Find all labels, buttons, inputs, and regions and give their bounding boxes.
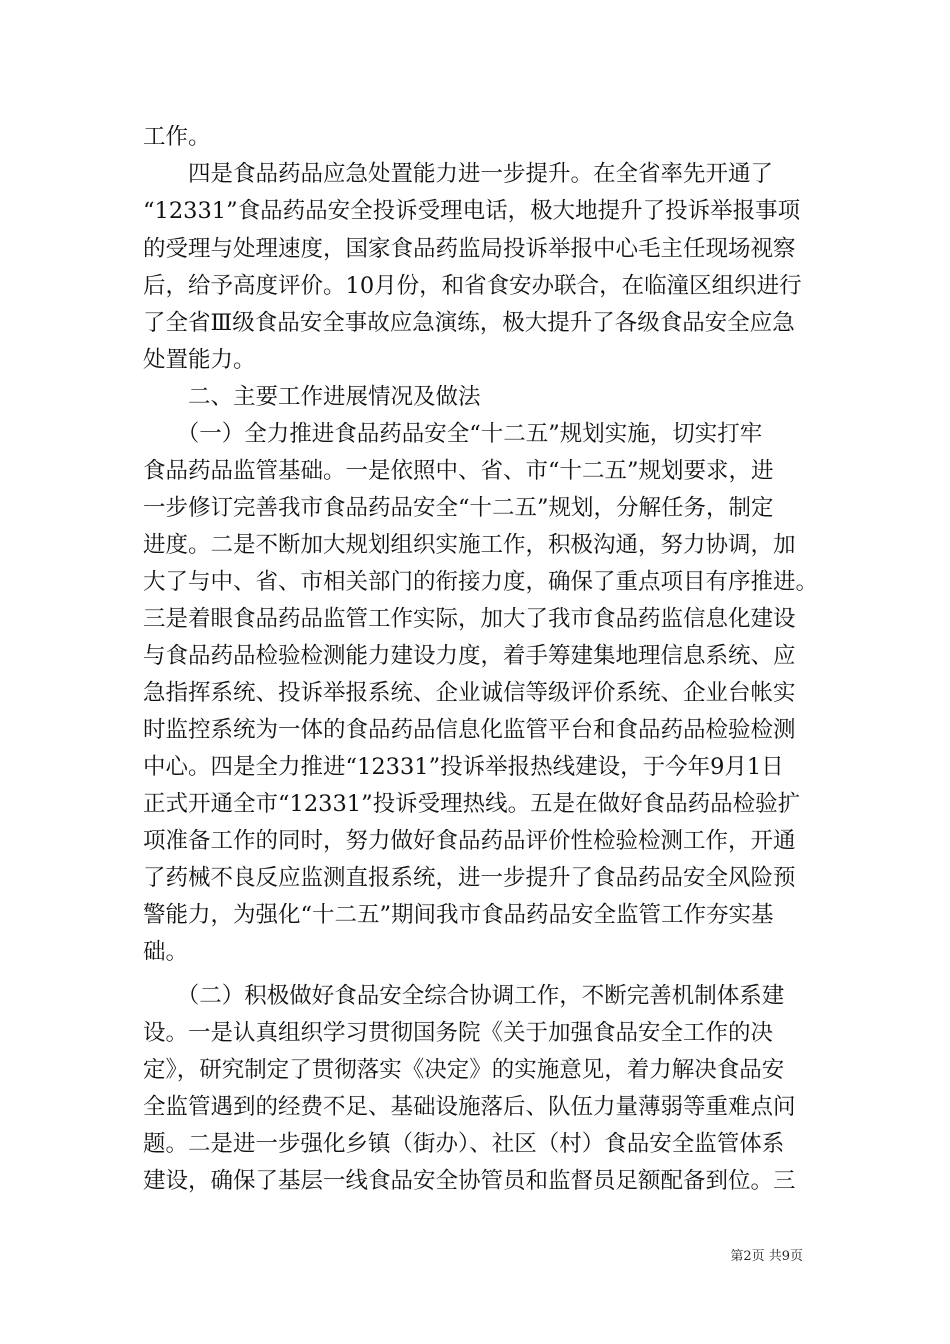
- text-line: （一）全力推进食品药品安全“十二五”规划实施，切实打牢: [143, 421, 763, 447]
- text-line: “12331”食品药品安全投诉受理电话，极大地提升了投诉举报事项: [143, 198, 801, 224]
- text-line: 建设，确保了基层一线食品安全协管员和监督员足额配备到位。三: [143, 1168, 796, 1194]
- text-line: 了全省Ⅲ级食品安全事故应急演练，极大提升了各级食品安全应急: [143, 310, 795, 336]
- text-line: 处置能力。: [143, 347, 256, 373]
- text-line: 时监控系统为一体的食品药品信息化监管平台和食品药品检验检测: [143, 717, 796, 743]
- text-line: 食品药品监管基础。一是依照中、省、市“十二五”规划要求，进: [143, 458, 774, 484]
- text-line: 一步修订完善我市食品药品安全“十二五”规划，分解任务，制定: [143, 495, 774, 521]
- text-line: （二）积极做好食品安全综合协调工作，不断完善机制体系建: [143, 983, 785, 1009]
- page-number-footer: 第2页 共9页: [730, 1249, 803, 1264]
- text-line: 项准备工作的同时，努力做好食品药品评价性检验检测工作，开通: [143, 828, 796, 854]
- text-line: 警能力，为强化“十二五”期间我市食品药品安全监管工作夯实基: [143, 902, 774, 928]
- text-line: 的受理与处理速度，国家食品药监局投诉举报中心毛主任现场视察: [143, 236, 796, 262]
- text-line: 三是着眼食品药品监管工作实际，加大了我市食品药监信息化建设: [143, 606, 796, 632]
- text-line: 中心。四是全力推进“12331”投诉举报热线建设，于今年9月1日: [143, 754, 784, 780]
- text-line: 工作。: [143, 124, 211, 150]
- text-line: 正式开通全市“12331”投诉受理热线。五是在做好食品药品检验扩: [143, 791, 801, 817]
- section-heading: 二、主要工作进展情况及做法: [143, 384, 481, 410]
- text-line: 设。一是认真组织学习贯彻国务院《关于加强食品安全工作的决: [143, 1020, 774, 1046]
- text-line: 与食品药品检验检测能力建设力度，着手筹建集地理信息系统、应: [143, 643, 796, 669]
- text-line: 了药械不良反应监测直报系统，进一步提升了食品药品安全风险预: [143, 865, 796, 891]
- text-line: 定》，研究制定了贯彻落实《决定》的实施意见，着力解决食品安: [143, 1057, 785, 1083]
- text-line: 四是食品药品应急处置能力进一步提升。在全省率先开通了: [143, 161, 774, 187]
- text-line: 础。: [143, 939, 189, 965]
- text-line: 大了与中、省、市相关部门的衔接力度，确保了重点项目有序推进。: [143, 569, 819, 595]
- text-line: 全监管遇到的经费不足、基础设施落后、队伍力量薄弱等重难点问: [143, 1094, 796, 1120]
- text-line: 后，给予高度评价。10月份，和省食安办联合，在临潼区组织进行: [143, 273, 802, 299]
- text-line: 进度。二是不断加大规划组织实施工作，积极沟通，努力协调，加: [143, 532, 796, 558]
- text-line: 题。二是进一步强化乡镇（街办）、社区（村）食品安全监管体系: [143, 1131, 785, 1157]
- text-line: 急指挥系统、投诉举报系统、企业诚信等级评价系统、企业台帐实: [143, 680, 796, 706]
